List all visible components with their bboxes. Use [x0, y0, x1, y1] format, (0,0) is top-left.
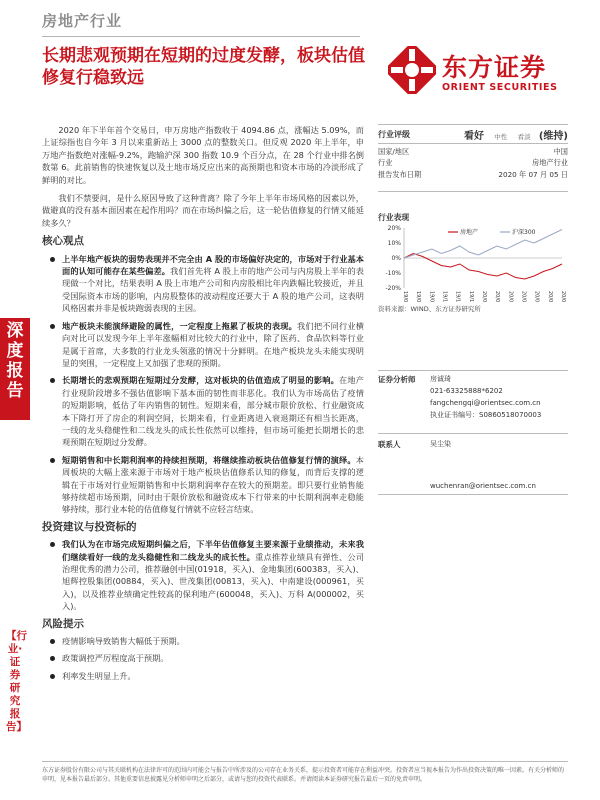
info-value: 房地产行业: [532, 158, 568, 168]
logo-text-cn: 东方证券: [442, 53, 547, 82]
analyst-license: 执业证书编号：S0860518070003: [430, 411, 542, 419]
rating-group: [444, 127, 568, 142]
info-value: 中国: [553, 146, 568, 156]
contact-email-row: [378, 480, 568, 492]
divider: [378, 370, 568, 371]
x-tick-label: 20/02: [494, 291, 501, 302]
brand-logo: [388, 46, 568, 106]
divider: [378, 191, 568, 192]
core-heading: 核心观点: [42, 235, 84, 248]
risk-item: 政策调控严厉程度高于预期。: [42, 652, 364, 664]
core-point: [42, 320, 364, 370]
core-point-text: 在地产行业现阶段增多不强估值影响下基本面的韧性而非恶化。我们认为市场高估了疫情的短期影响，低估了年内销售的韧性。短期来看，部分城市限价放松、行业融资成本下降打开了房企的利润空间，长期来看，行业距离进入衰退期还有相当长距离，一线的龙头稳健性和二线龙头的成长性依然可以维持，但市场可能把长期增长的悲观预期在短期过分发酵。: [62, 375, 364, 448]
core-point-bold: 上半年地产板块的弱势表现并不完全由 A 股的市场偏好决定的，市场对于行业基本面的认知可能存在某些偏差。: [62, 253, 364, 277]
footer-divider: [42, 761, 568, 762]
x-tick-label: 20/03: [507, 291, 514, 302]
divider: [378, 124, 568, 125]
info-row: [378, 169, 568, 181]
series-line-沪深300: [404, 230, 562, 259]
side-caption: 【行业·证券研究报告】: [6, 630, 27, 733]
core-point: [42, 454, 364, 516]
info-key: 国家/地区: [378, 146, 410, 156]
core-point-bold: 短期销售和中长期利润率的持续担预期，将继续推动板块估值修复行情的演绎。: [62, 454, 356, 465]
phone-row: [378, 385, 568, 397]
y-tick-label: 20%: [387, 225, 401, 232]
core-point-bold: 长期增长的悲观预期在短期过分发酵，这对板块的估值造成了明显的影响。: [62, 375, 339, 386]
rating-label: 行业评级: [378, 129, 410, 139]
chart-source: 资料来源：WIND、东方证券研究所: [378, 305, 481, 313]
x-tick-label: 19/09: [428, 291, 435, 302]
contact-row: [378, 438, 568, 450]
x-tick-label: 20/01: [481, 291, 487, 302]
risk-heading: 风险提示: [42, 617, 84, 630]
report-type-label: 深度报告: [6, 321, 24, 401]
rating-value: 看好: [463, 130, 484, 142]
rating-panel: [378, 122, 568, 223]
chart-title: 行业表现: [378, 212, 410, 222]
intro-paragraph: 我们不禁要问，是什么原因导致了这种背离？除了今年上半年市场风格的因素以外，做避真的没有基本面因素在起作用吗？而在市场纠偏之后，这一轮估值修复的行情又能延续多久？: [42, 193, 364, 228]
divider: [378, 494, 568, 495]
license-row: [378, 409, 568, 421]
x-tick-label: 20/07: [560, 291, 566, 302]
risk-item: 疫情影响导致销售大幅低于预期。: [42, 635, 364, 647]
core-point-text: 我们首先将 A 股上市的地产公司与内房股上半年的表现做一个对比，结果表明 A 股上市地产公司和内房股相比年内跌幅比较接近，并且受国际资本市场的影响，内房股整体的波动程度还要大于 A 股的地产公司，这表明风格因素并非是板块跑弱表现的主因。: [62, 266, 364, 314]
main-content: [42, 124, 364, 687]
rating-keep: (维持): [538, 130, 568, 142]
contact-name: 吴尘染: [430, 440, 451, 448]
email-row: [378, 397, 568, 409]
advice-text: 重点推荐业绩具有弹性、公司治理优秀的潜力公司，推荐融创中国(01918，买入)、金地集团(600383，买入)、旭辉控股集团(00884，买入)、世茂集团(00813，买入)、中南建设(000961，买入)，以及推荐业绩确定性较高的保利地产(600048，买入)、万科 A(000002，买入)。: [62, 551, 364, 612]
core-point-bold: 地产板块未能演绎避险的属性，一定程度上拖累了板块的表现。: [62, 320, 298, 331]
disclaimer: 东方证券股份有限公司与其关联机构在法律许可的范围内可能会与报告中所涉及的公司存在业务关系，提示投资者可能存在利益冲突。投资者应当视本报告为作出投资决策的唯一因素。有关分析师的申明，见本报告最后部分。其他重要信息披露见分析师申明之后部分，或请与您的投资代表联系。并请阅读本证券研究报告最后一页的免责申明。: [42, 767, 565, 783]
contact-panel: [378, 368, 568, 497]
logo-mark-icon: [388, 46, 436, 94]
rating-row: [378, 127, 568, 141]
y-tick-label: -10%: [385, 270, 401, 277]
report-title: 长期悲观预期在短期的过度发酵，板块估值修复行稳致远: [42, 46, 365, 88]
core-point-text: 我们把不同行业横向对比可以发现今年上半年涨幅相对比较大的行业中，除了医药、食品饮料等行业是属于首席，大多数的行业龙头领涨的情况十分鲜明。在地产板块龙头未能实现明显的突围，一定程度上又加强了悲观的预期。: [62, 320, 364, 368]
x-tick-label: 20/06: [546, 291, 553, 302]
report-type-tab: [0, 318, 30, 420]
core-point: [42, 253, 364, 315]
y-tick-label: -20%: [385, 285, 401, 292]
core-point-text: 本周板块的大幅上涨来源于市场对于地产板块估值修系认知的修复，而背后支撑的逻辑在于市场对行业短期销售和中长期利润率存在较大的预期差。即只要行业销售能够持续超市场预期，同时由于限价放松和融资成本下行带来的中长期利润率走稳能够持续，那行业本轮的估值修复行情就不应轻言结束。: [62, 454, 364, 515]
performance-chart-svg: [378, 222, 568, 302]
x-tick-label: 19/07: [402, 291, 408, 302]
advice-heading: 投资建议与投资标的: [42, 520, 137, 533]
info-value: 2020 年 07 月 05 日: [498, 169, 568, 179]
report-sector: 房地产行业: [42, 12, 123, 30]
x-tick-label: 20/05: [533, 291, 540, 302]
x-tick-label: 20/04: [520, 291, 527, 302]
analyst-name: 房诚琦: [430, 375, 451, 383]
y-tick-label: 0%: [391, 255, 401, 262]
legend-label: 沪深300: [512, 229, 536, 236]
rating-neutral: 中性: [494, 132, 508, 141]
legend-label: 房地产: [460, 229, 479, 236]
info-key: 报告发布日期: [378, 169, 422, 179]
header-divider: [42, 36, 360, 37]
analyst-email[interactable]: fangchengqi@orientsec.com.cn: [430, 399, 541, 407]
x-tick-label: 19/08: [415, 291, 422, 302]
x-tick-label: 19/10: [441, 291, 448, 302]
risk-item: 利率发生明显上升。: [42, 670, 364, 682]
x-tick-label: 19/12: [467, 291, 474, 302]
contact-email[interactable]: wuchenran@orientsec.com.cn: [430, 482, 536, 490]
advice-point: [42, 538, 364, 612]
core-point: [42, 374, 364, 448]
analyst-phone: 021-63325888*6202: [430, 387, 503, 395]
analyst-label: 证券分析师: [378, 374, 416, 384]
intro-paragraph: 2020 年下半年首个交易日，申万房地产指数收于 4094.86 点，涨幅达 5.09%，而上证综指也自今年 3 月以来重新站上 3000 点的整数关口。但反观 2020 年上半年，申万地产指数绝对涨幅-9.2%，跑输沪深 300 指数 10.9 个百分点，在 28 个行业中排名倒数第 6。此前销售的快速恢复以及土地市场反应出来的高预期也和资本市场的冷淡形成了鲜明的对比。: [42, 125, 364, 185]
advice-bold: 我们认为在市场完成短期纠偏之后，下半年估值修复主要来源于业绩推动，未来我们继续看好一线的龙头稳健性和二线龙头的成长性。: [62, 539, 364, 562]
info-row: [378, 146, 568, 158]
y-tick-label: 10%: [387, 240, 401, 247]
divider: [378, 143, 568, 144]
info-key: 行业: [378, 158, 393, 168]
rating-negative: 看淡: [517, 132, 531, 141]
contact-label: 联系人: [378, 439, 401, 449]
analyst-row: [378, 373, 568, 385]
divider: [378, 433, 568, 434]
x-tick-label: 19/11: [454, 291, 461, 302]
info-row: [378, 158, 568, 170]
logo-text-en: ORIENT SECURITIES: [442, 82, 558, 93]
series-line-房地产: [404, 254, 562, 280]
